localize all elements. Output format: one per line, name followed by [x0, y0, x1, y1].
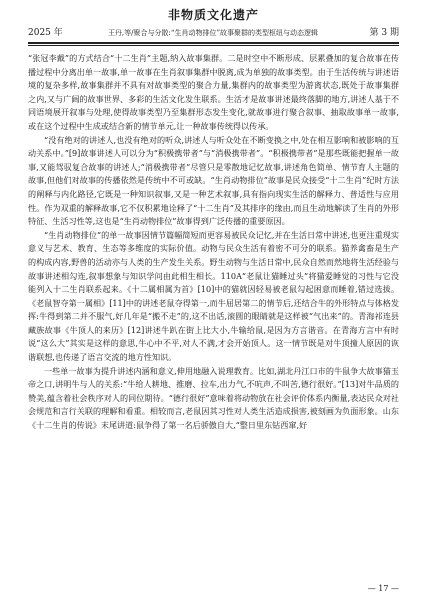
- paragraph: “生肖动物排位”的单一故事因情节篇幅简短而更容易被民众记忆,并在生活日常中讲述,也更注重现实意义与艺术、教育、生态等多维度的实际价值。动物与民众生活有着密不可分的联系。猫养禽畜是生产的构成内容,野兽的活动亦与人类的生产发生关系。野生动物与生活日常中,民众自然而然地将生活经验与故事讲述相勾连,叙事想象与知识学问由此相生相长。110A“老鼠让猫睡过头”将猫爱睡觉的习性与它没能列入十二生肖联系起来。《十二属相属为首》[10]中的猫就因轻易被老鼠勾起困意而睡着,错过选拔。《老鼠智夺第一属相》[11]中的讲述老鼠夺得第一,而牛屈居第二的情节后,还结合牛的外形特点与体格发挥:牛得到第二并不服气,好几年是“搬不走”的,这不出话,滚圆的眼睛就是这样被“气出来”的。青海祁连县藏族故事《牛顶人的来历》[12]讲述牛趴在街上比大小,牛输给鼠,是因为方言谐音。在青海方言中有时说“这么大”其实是这样的意思,牛心中不平,对人不满,才会开始顶人。这一情节既是对牛顶撞人原因的诙谐联想,也传递了语言交流的地方性知识。: [28, 229, 399, 363]
- header-year: 2025 年: [28, 28, 63, 38]
- running-header: [28, 26, 399, 40]
- header-running-title: 王丹,等/聚合与分散:“生肖动物排位”故事聚群的类型枢纽与动态逻辑: [107, 29, 319, 37]
- header-issue: 第 3 期: [369, 28, 399, 38]
- paragraph: 一些单一故事为提升讲述内涵和意义,伸用地融入说理教育。比如,湖北丹江口市的牛鼠争大故事猫玉帝之口,讲明牛与人的关系:“牛给人耕地、推磨、拉车,出力气,不吭声,不叫苦,德行很好。”[13]对牛品质的赞美,蕴含着社会秩序对人的同位期待。“德行很好”意味着将动物放在社会评价体系内衡量,表达民众对社会规范和言行关联的理解和看重。相较而言,老鼠因其习性对人类生活造成损害,被刻画为负面形象。山东《十二生肖的传说》末尾讲道:鼠争得了第一名后骄傲自大,“整日里东钻西窜,好: [28, 365, 399, 431]
- article-body: [28, 52, 399, 433]
- paragraph: “没有绝对的讲述人,也没有绝对的听众,讲述人与听众处在不断变换之中,处在相互影响和被影响的互动关系中。”[9]故事讲述人可以分为“积极携带者”与“消极携带者”。“积极携带者”是那些既能把握单一故事,又能驾驭复合故事的讲述人;“消极携带者”尽管只是零散地记忆故事,讲述角色简单、情节育人主题的故事,但他们对故事的传播依然是传统中不可或缺。“生肖动物排位”故事是民众接受“十二生肖”纪时方法的阐释与内化路径,它既是一种知识叙事,又是一种艺术叙事,具有指向现实生活的解释力、普适性与应用性。作为双重的解释故事,它不仅积累地诠释了“十二生肖”及其排序的缘由,而且生动地解读了生肖的外形特征、生活习性等,这也是“生肖动物排位”故事得到广泛传播的重要原因。: [28, 134, 399, 227]
- header-rule-thick: [28, 42, 399, 44]
- page-number: — 17 —: [367, 584, 399, 593]
- paragraph: “张冠李戴”的方式结合“十二生肖”主题,纳入故事集群。二是时空中不断形成、层累叠加的复合故事在传播过程中分离出单一故事,单一故事在生肖叙事集群中脱离,成为单独的故事类型。由于生活传统与讲述语境的复杂多样,故事集群并不具有对故事类型的聚合力量,集群内的故事类型为游离状态,既处于故事集群之内,又与广阔的故事世界、多彩的生活文化发生联系。生活才是故事讲述最终落脚的地方,讲述人基于不同语境展开叙事与处理,使得故事类型乃至集群形态发生变化,就故事进行聚合叙事、抽取故事单一故事,或在这个过程中生成或结合新的情节单元,让一种故事传统得以传承。: [28, 53, 399, 131]
- journal-title: 非物质文化遗产: [167, 8, 259, 22]
- header-rule-thin: [28, 45, 399, 46]
